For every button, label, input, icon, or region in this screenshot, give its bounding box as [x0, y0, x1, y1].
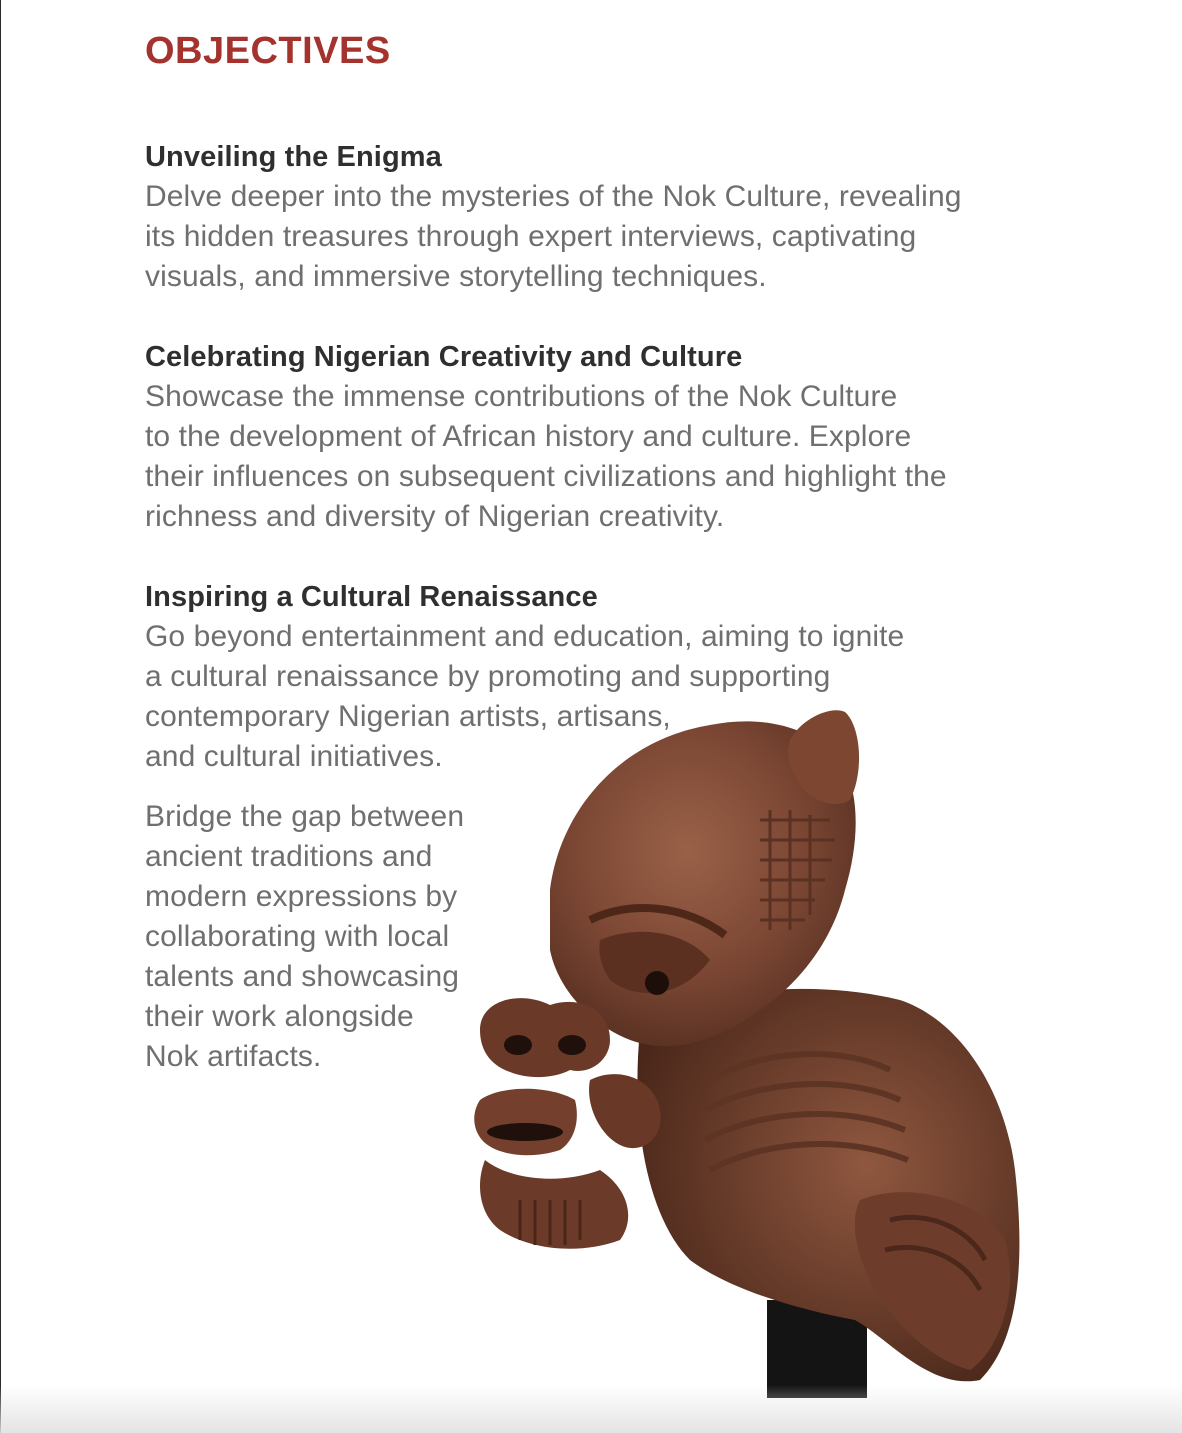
objective-section-unveiling [145, 137, 1045, 297]
section-line: Delve deeper into the mysteries of the Nok Culture, revealing [145, 180, 962, 213]
section-line: visuals, and immersive storytelling techniques. [145, 260, 767, 293]
section-heading: Celebrating Nigerian Creativity and Culture [145, 341, 743, 373]
section-heading: Unveiling the Enigma [145, 141, 442, 173]
section-line: Showcase the immense contributions of the Nok Culture [145, 380, 898, 413]
section-line: its hidden treasures through expert interviews, captivating [145, 220, 917, 253]
section-line: richness and diversity of Nigerian creativity. [145, 500, 725, 533]
bridge-line: talents and showcasing [145, 960, 460, 993]
nok-sculpture-image [460, 700, 1040, 1400]
nok-terracotta-sculpture-icon [460, 700, 1040, 1400]
bridge-line: Bridge the gap between [145, 800, 465, 833]
objective-section-celebrating [145, 337, 1045, 537]
section-line: contemporary Nigerian artists, artisans, [145, 700, 671, 733]
section-line: to the development of African history and culture. Explore [145, 420, 912, 453]
bridge-line: Nok artifacts. [145, 1040, 322, 1073]
section-line: and cultural initiatives. [145, 740, 443, 773]
section-line: their influences on subsequent civilizations and highlight the [145, 460, 947, 493]
bridge-line: their work alongside [145, 1000, 414, 1033]
bridge-line: modern expressions by [145, 880, 458, 913]
section-line: a cultural renaissance by promoting and supporting [145, 660, 831, 693]
left-border [0, 0, 1, 1433]
bottom-shadow [0, 1385, 1182, 1433]
bridge-line: collaborating with local [145, 920, 450, 953]
page-title: OBJECTIVES [145, 30, 391, 72]
section-heading: Inspiring a Cultural Renaissance [145, 581, 598, 613]
bridge-line: ancient traditions and [145, 840, 433, 873]
section-line: Go beyond entertainment and education, aiming to ignite [145, 620, 905, 653]
